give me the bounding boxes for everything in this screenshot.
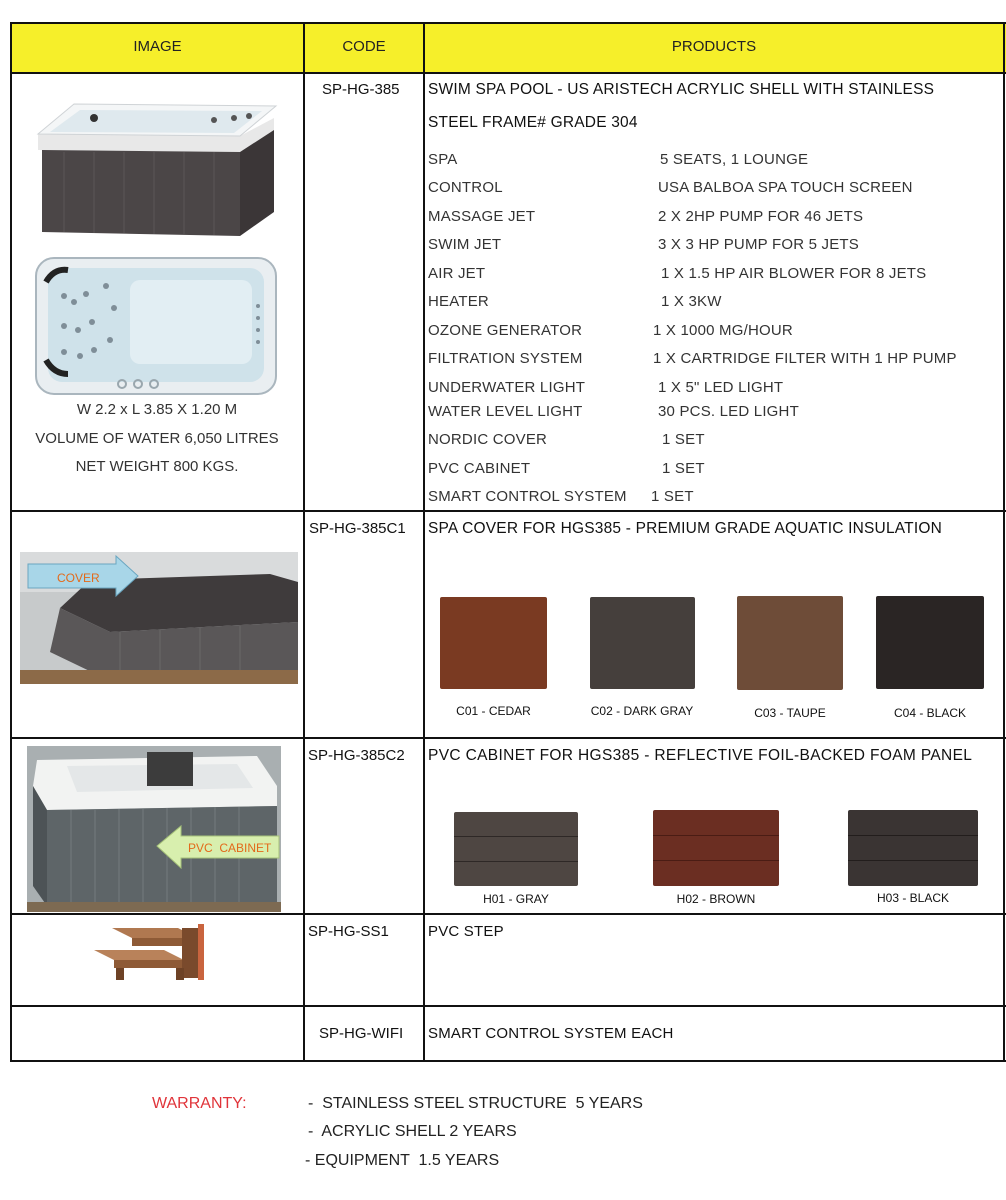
spa-cover-title: SPA COVER FOR HGS385 - PREMIUM GRADE AQUATIC INSULATION	[428, 520, 942, 537]
swatch-h03-black	[848, 810, 978, 886]
swatch-h01-gray	[454, 812, 578, 886]
spec-value: 1 X 1.5 HP AIR BLOWER FOR 8 JETS	[661, 265, 927, 282]
swim-spa-side-photo	[34, 96, 280, 242]
grid-line-col1	[303, 22, 305, 1062]
spec-label: AIR JET	[428, 265, 486, 282]
cabinet-callout-label: PVC CABINET	[188, 841, 272, 855]
swatch-label: C04 - BLACK	[893, 706, 967, 720]
grid-line-left	[10, 22, 12, 1062]
spa-water-volume: VOLUME OF WATER 6,050 LITRES	[35, 430, 279, 447]
grid-line-bottom	[10, 1060, 1006, 1062]
grid-line-right	[1003, 22, 1005, 1062]
swatch-label: C03 - TAUPE	[754, 706, 826, 720]
warranty-label: WARRANTY:	[152, 1095, 247, 1112]
swatch-label: C02 - DARK GRAY	[590, 704, 694, 718]
cover-callout-label: COVER	[57, 571, 100, 585]
code-sp-hg-ss1: SP-HG-SS1	[308, 923, 389, 940]
spec-label: NORDIC COVER	[428, 431, 548, 448]
spec-label: WATER LEVEL LIGHT	[428, 403, 583, 420]
spec-label: SWIM JET	[428, 236, 502, 253]
header-products: PRODUCTS	[671, 38, 757, 55]
swim-spa-title-line2: STEEL FRAME# GRADE 304	[428, 114, 638, 131]
header-image: IMAGE	[133, 38, 182, 55]
spec-label: SPA	[428, 151, 458, 168]
smart-control-title: SMART CONTROL SYSTEM EACH	[428, 1025, 674, 1042]
spec-value: 30 PCS. LED LIGHT	[658, 403, 799, 420]
grid-line-header-bottom	[10, 72, 1006, 74]
spa-dimensions: W 2.2 x L 3.85 X 1.20 M	[76, 401, 238, 418]
spec-value: USA BALBOA SPA TOUCH SCREEN	[658, 179, 913, 196]
swim-spa-top-photo	[34, 256, 278, 396]
spec-value: 3 X 3 HP PUMP FOR 5 JETS	[658, 236, 859, 253]
spec-label: MASSAGE JET	[428, 208, 536, 225]
spec-value: 1 SET	[662, 431, 705, 448]
swatch-c02-dark-gray	[590, 597, 695, 689]
spec-value: 1 X CARTRIDGE FILTER WITH 1 HP PUMP	[653, 350, 957, 367]
spec-label: UNDERWATER LIGHT	[428, 379, 586, 396]
spec-value: 1 SET	[662, 460, 705, 477]
warranty-item: - ACRYLIC SHELL 2 YEARS	[308, 1123, 517, 1140]
swatch-h02-brown	[653, 810, 779, 886]
spec-value: 5 SEATS, 1 LOUNGE	[660, 151, 809, 168]
swatch-c03-taupe	[737, 596, 843, 690]
swim-spa-title-line1: SWIM SPA POOL - US ARISTECH ACRYLIC SHELL WITH STAINLESS	[428, 81, 935, 98]
swatch-label: H01 - GRAY	[483, 892, 549, 906]
grid-line-col2	[423, 22, 425, 1062]
pvc-cabinet-photo	[27, 746, 281, 912]
spec-label: HEATER	[428, 293, 489, 310]
pvc-cabinet-title: PVC CABINET FOR HGS385 - REFLECTIVE FOIL-BACKED FOAM PANEL	[428, 747, 973, 764]
code-sp-hg-385c2: SP-HG-385C2	[308, 747, 405, 764]
code-sp-hg-385c1: SP-HG-385C1	[309, 520, 406, 537]
pvc-step-photo	[94, 924, 204, 980]
spec-value: 1 X 1000 MG/HOUR	[653, 322, 793, 339]
warranty-item: - EQUIPMENT 1.5 YEARS	[305, 1152, 500, 1169]
spec-value: 2 X 2HP PUMP FOR 46 JETS	[658, 208, 864, 225]
swatch-label: H03 - BLACK	[876, 891, 950, 905]
pvc-step-title: PVC STEP	[428, 923, 504, 940]
swatch-label: C01 - CEDAR	[456, 704, 531, 718]
spec-value: 1 SET	[651, 488, 694, 505]
code-sp-hg-385: SP-HG-385	[322, 81, 400, 98]
grid-line-row4	[10, 1005, 1006, 1007]
spec-label: OZONE GENERATOR	[428, 322, 583, 339]
spec-label: PVC CABINET	[428, 460, 531, 477]
spec-label: FILTRATION SYSTEM	[428, 350, 583, 367]
spec-label: CONTROL	[428, 179, 503, 196]
swatch-c01-cedar	[440, 597, 547, 689]
spec-value: 1 X 5" LED LIGHT	[658, 379, 784, 396]
spa-net-weight: NET WEIGHT 800 KGS.	[75, 458, 239, 475]
spec-value: 1 X 3KW	[661, 293, 722, 310]
grid-line-row1	[10, 510, 1006, 512]
header-code: CODE	[342, 38, 386, 55]
swatch-label: H02 - BROWN	[676, 892, 756, 906]
swatch-c04-black	[876, 596, 984, 689]
grid-line-row2	[10, 737, 1006, 739]
code-sp-hg-wifi: SP-HG-WIFI	[319, 1025, 404, 1042]
warranty-item: - STAINLESS STEEL STRUCTURE 5 YEARS	[308, 1095, 643, 1112]
grid-line-row3	[10, 913, 1006, 915]
spec-label: SMART CONTROL SYSTEM	[428, 488, 627, 505]
